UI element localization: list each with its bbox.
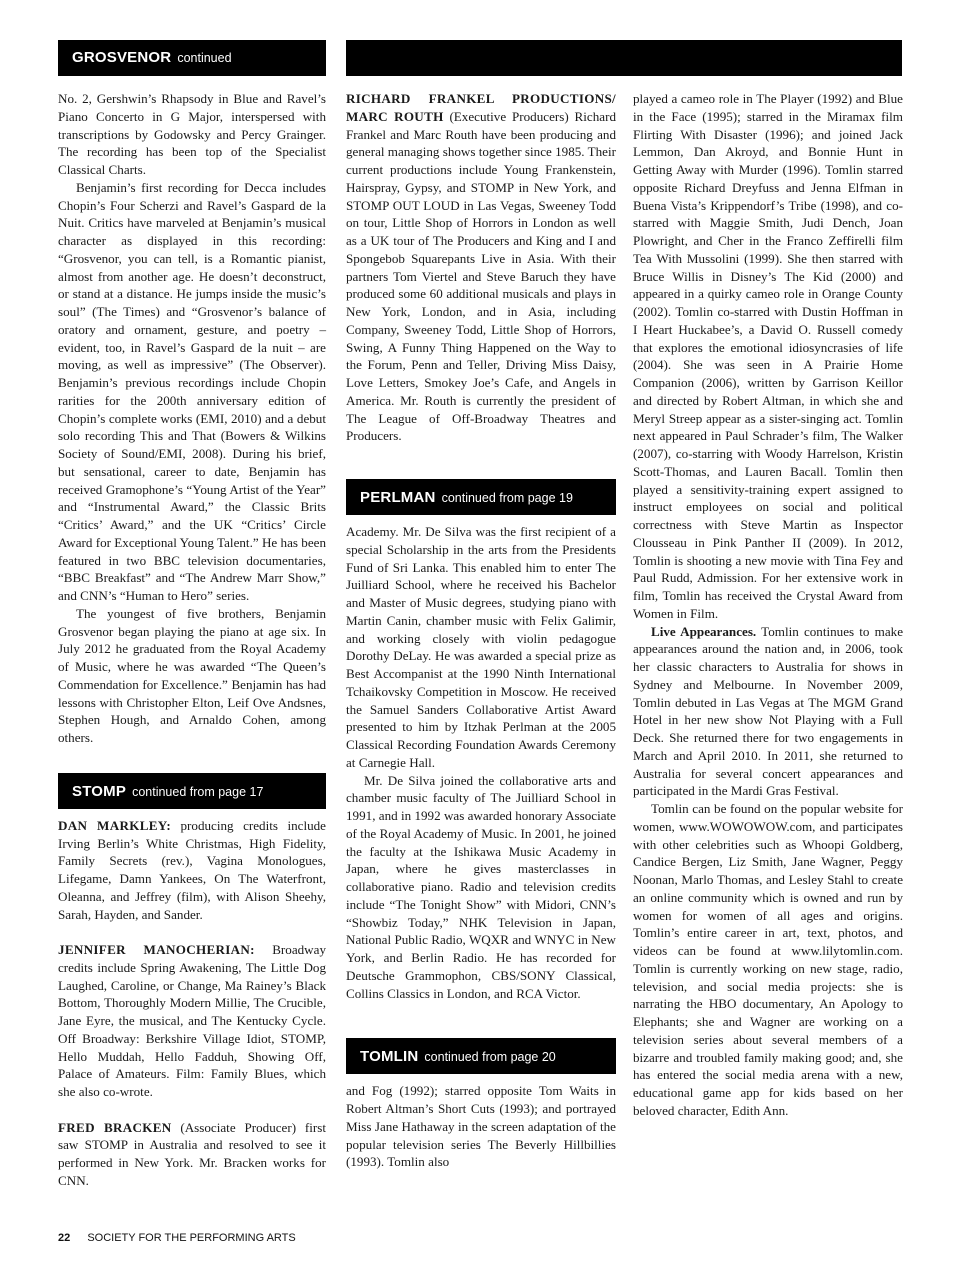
column-2 <box>346 90 616 1171</box>
tomlin-live-paragraph <box>633 623 903 801</box>
tomlin-banner-continued: continued from page 20 <box>424 1050 556 1065</box>
perlman-paragraph-1: Academy. Mr. De Silva was the first recipient of a special Scholarship in the arts from the Presidents Fund of Sri Lanka. This enabled him to enter The Juilliard School, where he received his Bachelor and Master of Music degrees, studying piano with Martin Canin, chamber music with Felix Galimir, and working closely with violin pedagogue Dorothy DeLay. He was awarded a special prize as Best Accompanist at the 1990 Ninth International Tchaikovsky Competition in Moscow. He received the Samuel Sanders Collaborative Artist Award presented to him by Itzhak Perlman at the 2005 Classical Recording Foundation Awards Ceremony at Carnegie Hall. <box>346 524 616 770</box>
live-appearances-heading: Live Appearances. <box>651 623 757 639</box>
section-header-bar <box>58 40 326 76</box>
stomp-banner-title: STOMP <box>72 782 127 800</box>
grosvenor-paragraph-3: The youngest of five brothers, Benjamin Grosvenor began playing the piano at age six. In July 2012 he graduated from the Royal Academy of Music, where he was awarded “The Queen’s Commendation for Excellence.” Benjamin has had lessons with Christopher Elton, Leif Ove Andsnes, Stephen Hough, and Arnaldo Cohen, among others. <box>58 605 326 745</box>
section-continued-label: continued <box>177 51 232 65</box>
frankel-bio <box>346 90 616 445</box>
markley-text: producing credits include Irving Berlin’s White Christmas, High Fidelity, Family Secrets (rev.), Vagina Monologues, Lifegame, Damn Yankees, On The Waterfront, Oleanna, and Jeffrey (film), with Alison Sheehy, Sarah, Hayden, and Sander. <box>58 817 326 922</box>
manocherian-name: JENNIFER MANOCHERIAN: <box>58 942 255 957</box>
perlman-paragraph-2: Mr. De Silva joined the collaborative arts and chamber music faculty of The Juilliard School in 1991, and in 1992 was awarded honorary Associate of the Royal Academy of Music. In 2001, he joined the faculty at the Ishikawa Music Academy in Japan, where he gives masterclasses in collaborative piano. Radio and television credits include “The Tonight Show” with Midori, CNN’s “Showbiz Today,” NHK Television in Japan, National Public Radio, WQXR and WNYC in New York, and Berlin Radio. He has recorded for Deutsche Grammophon, CBS/SONY Classical, Collins Classics in London, and RCA Victor. <box>346 772 616 1001</box>
header-bar-right <box>346 40 902 76</box>
frankel-name: RICHARD FRANKEL PRODUCTIONS/ MARC ROUTH <box>346 91 616 124</box>
manocherian-text: Broadway credits include Spring Awakening, The Little Dog Laughed, Caroline, or Change, Ma Rainey’s Black Bottom, Thoroughly Modern Millie, The Crucible, Jane Eyre, the musical, and The Kentucky Cycle. Off Broadway: Berkshire Village Idiot, STOMP, Hello Muddah, Hello Fadduh, Showing Off, Palace of Amateurs. Film: Family Blues, which she also co-wrote. <box>58 942 327 1099</box>
perlman-banner-title: PERLMAN <box>360 489 436 506</box>
page-footer <box>58 1232 296 1244</box>
manocherian-bio <box>58 941 326 1101</box>
bracken-text: (Associate Producer) first saw STOMP in Australia and resolved to see it performed in New York. Mr. Bracken works for CNN. <box>58 1119 326 1188</box>
perlman-section-banner <box>346 479 616 515</box>
tomlin-web-paragraph: Tomlin can be found on the popular website for women, www.WOWOWOW.com, and participates with other celebrities such as Whoopi Goldberg, Candice Bergen, Liz Smith, Jane Wagner, Peggy Noonan, Marlo Thomas, and Lesley Stahl to create an online community which is owned and run by women for women of all ages and origins. Tomlin’s entire career in art, text, photos, and videos can be found at www.lilytomlin.com. Tomlin is currently working on new stage, radio, television, and social media projects: she is narrating the HBO documentary, An Apology to Elephants; she and Wagner are working on a television series about several members of a bizarre and troubled family making good; and, she has entered the social media arena with a new, educational game app for kids based on her beloved character, Edith Ann. <box>633 801 903 1118</box>
tomlin-section-banner <box>346 1038 616 1074</box>
grosvenor-paragraph-2: Benjamin’s first recording for Decca includes Chopin’s Four Scherzi and Ravel’s Gaspard de la Nuit. Critics have marveled at Benjamin’s musical character as displayed in this recording: “Grosvenor, you can tell, is a Romantic pianist, almost from another age. He doesn’t deconstruct, or stand at a distance. He jumps inside the music’s soul” (The Times) and “Grosvenor’s balance of oratory and ornament, gesture, and poetry – evident, too, in Ravel’s Gaspard de la nuit – are moving, as well as impressive” (The Observer). Benjamin’s previous recordings include Chopin rarities for the 200th anniversary edition of Chopin’s complete works (EMI, 2010) and a debut solo recording This and That (Bowers & Wilkins Society of Sound/EMI, 2008). During his brief, but sensational, career to date, Benjamin has received Gramophone’s “Young Artist of the Year” and “Instrumental Award,” the Classic Brits “Critics’ Award,” and the UK “Critics’ Circle Award for Exceptional Young Talent.” He has been featured in two BBC television documentaries, “BBC Breakfast” and “The Andrew Marr Show,” and CNN’s “Human to Hero” series. <box>58 179 326 603</box>
section-title: GROSVENOR <box>72 49 172 66</box>
perlman-banner-continued: continued from page 19 <box>441 491 573 505</box>
tomlin-paragraph-1: and Fog (1992); starred opposite Tom Waits in Robert Altman’s Short Cuts (1993); and portrayed Miss Jane Hathaway in the screen adaptation of the popular television series The Beverly Hillbillies (1993). Tomlin also <box>346 1083 616 1170</box>
page-number: 22 <box>58 1232 71 1244</box>
markley-bio <box>58 817 326 924</box>
bracken-name: FRED BRACKEN <box>58 1119 172 1135</box>
footer-organization: SOCIETY FOR THE PERFORMING ARTS <box>87 1232 296 1244</box>
column-3 <box>633 90 903 1120</box>
tomlin-film-paragraph: played a cameo role in The Player (1992) and Blue in the Face (1995); starred in the Miramax film Flirting With Disaster (1996); and joined Jack Lemmon, Dan Akroyd, and Bonnie Hunt in Getting Away with Murder (1996). Tomlin starred opposite Richard Dreyfuss and Jenna Elfman in Buena Vista’s Krippendorf’s Tribe (1998), and co-starred with Maggie Smith, Judi Dench, Joan Plowright, and Cher in the Franco Zeffirelli film Tea With Mussolini (1999). She then starred with Bruce Willis in Disney’s The Kid (2000) and appeared in a quirky cameo role in Orange County (2002). Tomlin co-starred with Dustin Hoffman in I Heart Huckabee’s, a David O. Russell comedy that explores the emotional idiosyncrasies of life (2004). She was seen in A Prairie Home Companion (2006), written by Garrison Keillor and directed by Robert Altman, in which she and Meryl Streep appear as a sister-singing act. Tomlin next appeared in Paul Schrader’s film, The Walker (2007), co-starring with Woody Harrelson, Kristin Scott-Thomas, and Lauren Bacall. Tomlin then played a sensitivity-training expert assigned to instruct employees on social and political correctness with Steve Martin as Inspector Clousseau in Pink Panther II (2009). In 2012, Tomlin is shooting a new movie with Tina Fey and Paul Rudd, Admission. For her extensive work in film, Tomlin has received the Crystal Award from Women in Film. <box>633 91 903 621</box>
stomp-section-banner <box>58 773 326 809</box>
live-appearances-text: Tomlin continues to make appearances around the nation and, in 2006, took her classic characters to Australia for shows in Sydney and Melbourne. In November 2009, Tomlin debuted in Las Vegas at The MGM Grand Hotel in her new show Not Playing with a Full Deck. She returned there for two engagements in March and April 2010. In 2011, she returned to Australia for several concert appearances and participated in the Mardi Gras Festival. <box>633 623 904 799</box>
bracken-bio <box>58 1119 326 1190</box>
markley-name: DAN MARKLEY: <box>58 817 171 833</box>
column-1 <box>58 90 326 1190</box>
tomlin-banner-title: TOMLIN <box>360 1048 419 1066</box>
frankel-text: (Executive Producers) Richard Frankel and Marc Routh have been producing and general managing shows together since 1985. Their current productions include Young Frankenstein, Hairspray, Gypsy, and STOMP in New York, and STOMP OUT LOUD in Las Vegas, Sweeney Todd on tour, Little Shop of Horrors in London as well as a UK tour of The Producers and King and I and Spongebob Squarepants Live in Asia. With their partners Tom Viertel and Steve Baruch they have produced some 60 additional musicals and plays in New York, London, and in Asia, including Company, Sweeney Todd, Little Shop of Horrors, Swing, A Funny Thing Happened on the Way to the Forum, Penn and Teller, Driving Miss Daisy, Love Letters, Smokey Joe’s Cafe, and Angels in America. Mr. Routh is currently the president of The League of Off-Broadway Theatres and Producers. <box>346 108 617 444</box>
grosvenor-paragraph-1: No. 2, Gershwin’s Rhapsody in Blue and Ravel’s Piano Concerto in G Major, interspersed with transcriptions by Godowsky and Percy Grainger. The recording has been top of the Specialist Classical Charts. <box>58 91 326 177</box>
stomp-banner-continued: continued from page 17 <box>132 784 264 799</box>
